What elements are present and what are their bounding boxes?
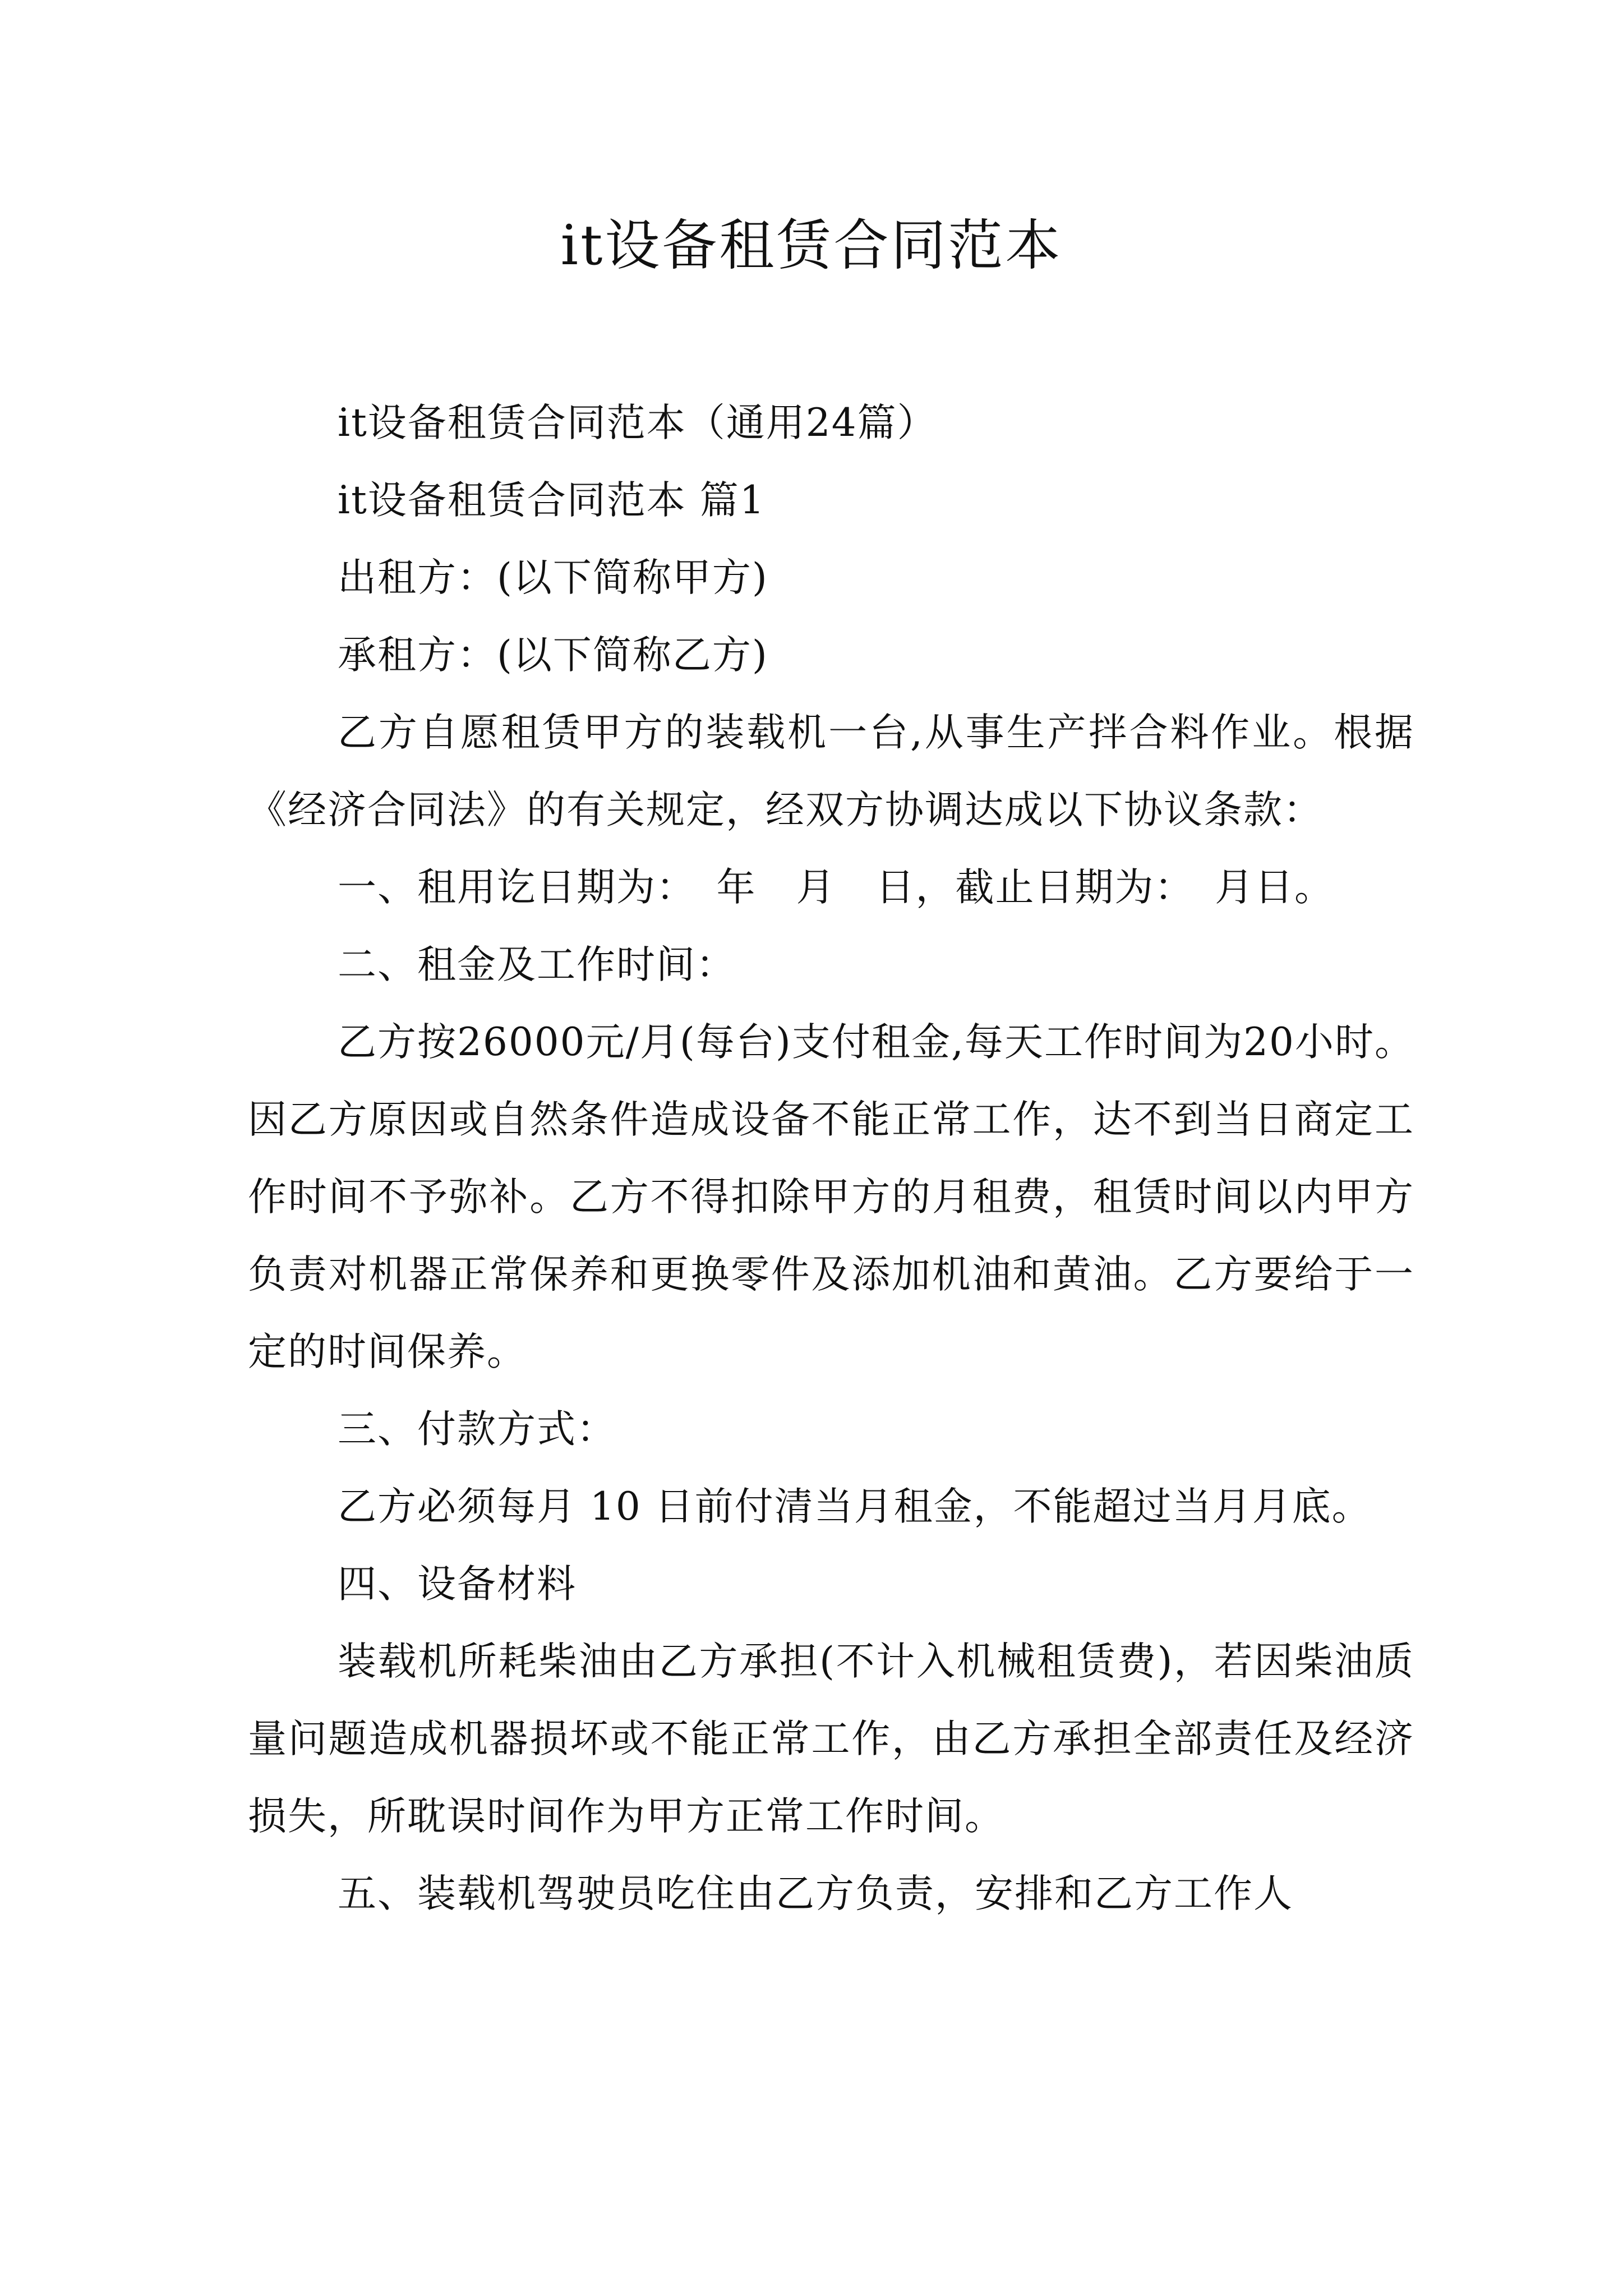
paragraph-clause-4-heading: 四、设备材料 [338, 1562, 577, 1607]
paragraph-clause-4-body: 装载机所耗柴油由乙方承担(不计入机械租赁费)，若因柴油质量问题造成机器损坏或不能正常工作，由乙方承担全部责任及经济损失，所耽误时间作为甲方正常工作时间。 [248, 1639, 1414, 1839]
paragraph-lessee: 承租方：(以下简称乙方) [338, 633, 768, 678]
paragraph-lessor: 出租方：(以下简称甲方) [338, 555, 768, 600]
paragraph-section-heading: it设备租赁合同范本 篇1 [338, 478, 766, 523]
document-body [248, 384, 1414, 1932]
paragraph-clause-5: 五、装载机驾驶员吃住由乙方负责，安排和乙方工作人 [338, 1871, 1293, 1916]
paragraph-clause-3-heading: 三、付款方式： [338, 1407, 616, 1452]
paragraph-subtitle: it设备租赁合同范本（通用24篇） [338, 401, 937, 445]
paragraph-clause-3-body: 乙方必须每月 10 日前付清当月租金，不能超过当月月底。 [338, 1484, 1372, 1529]
paragraph-clause-2-body: 乙方按26000元/月(每台)支付租金,每天工作时间为20小时。因乙方原因或自然条件造成设备不能正常工作，达不到当日商定工作时间不予弥补。乙方不得扣除甲方的月租费，租赁时间以内甲方负责对机器正常保养和更换零件及添加机油和黄油。乙方要给于一定的时间保养。 [248, 1020, 1414, 1374]
paragraph-clause-1: 一、租用讫日期为： 年 月 日，截止日期为： 月日。 [338, 865, 1334, 910]
paragraph-preamble: 乙方自愿租赁甲方的装载机一台,从事生产拌合料作业。根据《经济合同法》的有关规定，经双方协调达成以下协议条款： [248, 710, 1414, 832]
document-title: it设备租赁合同范本 [560, 214, 1063, 278]
paragraph-clause-2-heading: 二、租金及工作时间： [338, 942, 736, 987]
